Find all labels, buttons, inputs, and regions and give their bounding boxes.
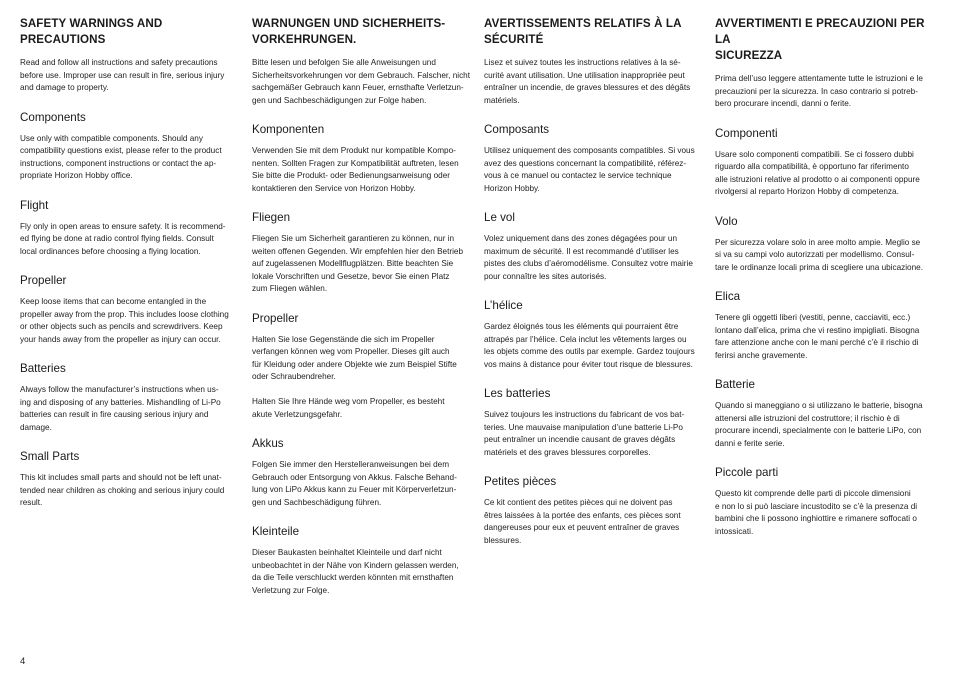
paragraph: Tenere gli oggetti liberi (vestiti, penne, cacciaviti, ecc.) lontano dall’elica, prima che vi restino impigliati. Bisogna fare attenzione anche con le mani perché c’è il rischio di ferirsi anche gravemente. <box>715 313 920 360</box>
paragraph: Dieser Baukasten beinhaltet Kleinteile und darf nicht unbeobachtet in der Nähe von Kindern gelassen werden, da die Teile verschluckt werden könnten mit ernsthaften Verletzung zur Folge. <box>252 548 459 595</box>
subheading: Fliegen <box>252 211 291 224</box>
intro-paragraph: Read and follow all instructions and safety precautions before use. Improper use can result in fire, serious injury and damage to property. <box>20 58 225 92</box>
section-heading: AVERTISSEMENTS RELATIFS À LA SÉCURITÉ <box>484 17 682 46</box>
page-number: 4 <box>20 656 26 667</box>
subheading: Kleinteile <box>252 525 300 538</box>
column-english <box>20 16 242 526</box>
paragraph: Volez uniquement dans des zones dégagées pour un maximum de sécurité. Il est recommandé d’utiliser les pistes des clubs d’aéromodélisme. Consultez votre mairie pour connaître les sites autorisés. <box>484 234 693 281</box>
paragraph: Halten Sie lose Gegenstände die sich im Propeller verfangen können weg vom Propeller. Dieses gilt auch für Kleidung oder andere Objekte wie zum Beispiel Stifte oder Schraubendreher. Halten Sie Ihre Hände weg vom Propeller, es besteht akute Verletzungsgefahr. <box>252 334 457 419</box>
paragraph: Verwenden Sie mit dem Produkt nur kompatible Kompo- nenten. Sollten Fragen zur Kompatibilität auftreten, lesen Sie bitte die Produkt- oder Bedienungsanweisung oder kontaktieren den Service von Horizon Hobby. <box>252 146 459 193</box>
subheading: Batteries <box>20 362 66 375</box>
paragraph: Ce kit contient des petites pièces qui ne doivent pas êtres laissées à la portée des enfants, ces pièces sont dangereuses pour eux et peuvent entraîner de graves blessures. <box>484 498 681 545</box>
section-heading: WARNUNGEN UND SICHERHEITS- VORKEHRUNGEN. <box>252 17 446 46</box>
paragraph: Fliegen Sie um Sicherheit garantieren zu können, nur in weiten offenen Gegenden. Wir empfehlen hier den Betrieb auf zugelassenen Modellflugplätzen. Bitte beachten Sie lokale Vorschriften und Gesetze, bevor Sie einen Platz zum Fliegen wählen. <box>252 234 464 293</box>
paragraph: Folgen Sie immer den Herstelleranweisungen bei dem Gebrauch oder Entsorgung von Akkus. Falsche Behand- lung von LiPo Akkus kann zu Feuer mit Körperverletzun- gen und Sachbeschädigung führen. <box>252 460 457 507</box>
subheading: Flight <box>20 198 49 212</box>
subheading: Components <box>20 110 86 124</box>
paragraph: Per sicurezza volare solo in aree molto ampie. Meglio se si va su campi volo autorizzati per modellismo. Consul- tare le ordinanze locali prima di scegliere una ubicazione. <box>715 237 923 272</box>
subheading: Komponenten <box>252 123 325 136</box>
subheading: Les batteries <box>484 387 551 400</box>
intro-paragraph: Bitte lesen und befolgen Sie alle Anweisungen und Sicherheitsvorkehrungen vor dem Gebrauch. Falscher, nicht sachgemäßer Gebrauch kann Feuer, ernsthafte Verletzun- gen und Sachbeschädigungen zur Folge haben. <box>252 58 470 105</box>
column-italian <box>715 16 937 554</box>
column-french <box>484 16 706 563</box>
subheading: Petites pièces <box>484 475 557 488</box>
section-heading: SAFETY WARNINGS AND PRECAUTIONS <box>20 17 163 46</box>
intro-paragraph: Prima dell’uso leggere attentamente tutte le istruzioni e le precauzioni per la sicurezza. In caso contrario si potreb- bero procurare incendi, danni o ferite. <box>715 74 923 108</box>
subheading: Propeller <box>252 311 299 325</box>
paragraph: Keep loose items that can become entangled in the propeller away from the prop. This includes loose clothing or other objects such as pencils and screwdrivers. Keep your hands away from the propeller as injury can occur. <box>20 297 229 344</box>
subheading: Akkus <box>252 437 284 450</box>
subheading: Elica <box>715 290 741 303</box>
paragraph: Fly only in open areas to ensure safety. It is recommend- ed flying be done at radio control flying fields. Consult local ordinances before choosing a flying location. <box>20 221 226 256</box>
subheading: L’hélice <box>484 299 523 312</box>
paragraph: Always follow the manufacturer’s instructions when us- ing and disposing of any batteries. Mishandling of Li-Po batteries can result in fire causing serious injury and damage. <box>20 385 221 432</box>
paragraph: Utilisez uniquement des composants compatibles. Si vous avez des questions concernant la compatibilité, référez- vous à ce manuel ou contactez le service technique Horizon Hobby. <box>484 146 695 193</box>
paragraph: Questo kit comprende delle parti di piccole dimensioni e non lo si può lasciare incustodito se c’è la presenza di bambini che li possono inghiottire e rimanere soffocati o intossicati. <box>715 489 918 536</box>
subheading: Propeller <box>20 274 67 287</box>
paragraph: Gardez éloignés tous les éléments qui pourraient être attrapés par l’hélice. Cela inclut les vêtements larges ou les objets comme des outils par exemple. Gardez toujours vos mains à distance pour éviter tout risque de blessures. <box>484 322 695 369</box>
subheading: Volo <box>715 214 738 228</box>
subheading: Le vol <box>484 211 515 224</box>
subheading: Small Parts <box>20 450 80 463</box>
paragraph: Suivez toujours les instructions du fabricant de vos bat- teries. Une mauvaise manipulation d’une batterie Li-Po peut entraîner un incendie causant de graves dégâts matériels et des graves blessures corporelles. <box>484 410 685 457</box>
subheading: Composants <box>484 123 550 136</box>
paragraph: Usare solo componenti compatibili. Se ci fossero dubbi riguardo alla compatibilità, è opportuno far riferimento alle istruzioni relative al prodotto o ai componenti oppure rivolgersi al reparto Horizon Hobby di competenza. <box>715 149 920 196</box>
subheading: Batterie <box>715 378 755 391</box>
paragraph: Quando si maneggiano o si utilizzano le batterie, bisogna attenersi alle istruzioni del costruttore; il rischio è di procurare incendi, specialmente con le batterie LiPo, con danni e ferite serie. <box>715 401 923 448</box>
intro-paragraph: Lisez et suivez toutes les instructions relatives à la sé- curité avant utilisation. Une utilisation inappropriée peut entraîner un incendie, de graves blessures et des dégâts matériels. <box>484 58 691 105</box>
subheading: Componenti <box>715 126 778 140</box>
paragraph: This kit includes small parts and should not be left unat- tended near children as choking and serious injury could result. <box>20 473 225 507</box>
paragraph: Use only with compatible components. Should any compatibility questions exist, please refer to the product instructions, component instructions or contact the ap- propriate Horizon Hobby office. <box>20 133 222 180</box>
section-heading: AVVERTIMENTI E PRECAUZIONI PER LA SICUREZZA <box>715 17 925 62</box>
column-german <box>252 16 474 613</box>
subheading: Piccole parti <box>715 466 779 479</box>
